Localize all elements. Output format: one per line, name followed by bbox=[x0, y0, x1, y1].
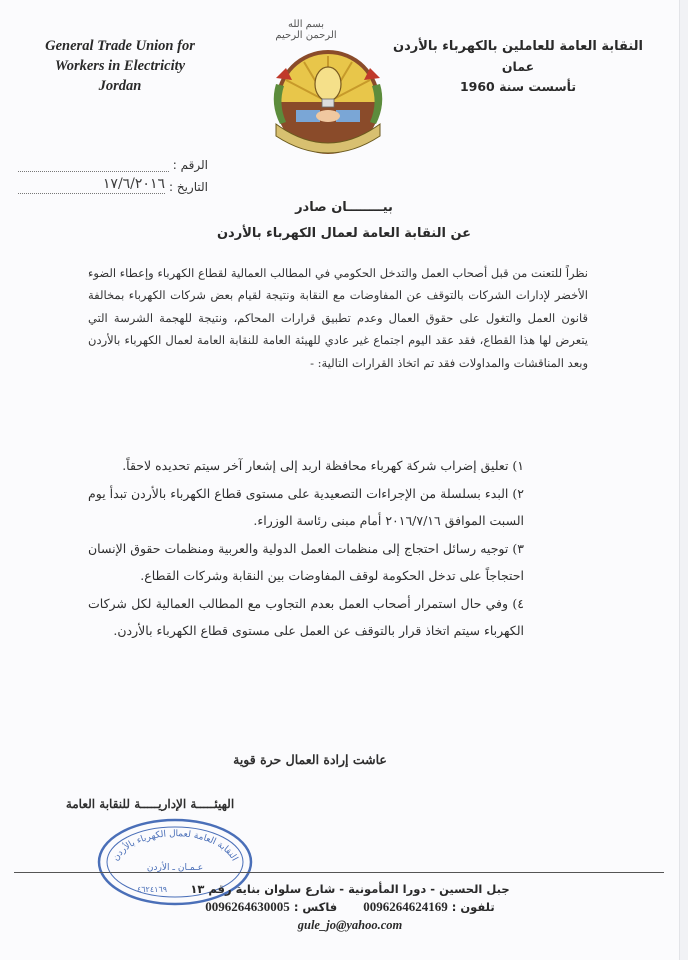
footer bbox=[120, 880, 580, 934]
arabic-letterhead-line-3: تأسست سنة 1960 bbox=[459, 79, 577, 94]
arabic-letterhead-line-1: النقابة العامة للعاملين بالكهرباء بالأردن bbox=[393, 39, 643, 54]
reference-number-row bbox=[18, 150, 208, 172]
footer-address: جبل الحسين - دورا المأمونية - شارع سلوان بناية رقم ١٣ bbox=[190, 882, 510, 896]
lightbulb-base bbox=[322, 99, 334, 107]
reference-number-value bbox=[18, 157, 169, 172]
basmala-calligraphy: بسم الله الرحمن الرحيم bbox=[275, 19, 337, 41]
page-edge bbox=[679, 0, 688, 960]
arabic-letterhead bbox=[388, 37, 648, 97]
decision-item-2: ٢) البدء بسلسلة من الإجراءات التصعيدية على مستوى قطاع الكهرباء بالأردن تبدأ يوم السبت الموافق ٢٠١٦/٧/١٦ أمام مبنى رئاسة الوزراء. bbox=[88, 486, 524, 528]
union-emblem-icon bbox=[266, 44, 390, 162]
stamp-phone-text: ٤٦٢٤١٦٩ bbox=[136, 885, 168, 894]
statement-intro-paragraph: نظراً للتعنت من قبل أصحاب العمل والتدخل الحكومي في المطالب العمالية لقطاع الكهرباء وإعطاء الضوء الأخضر لإدارات الشركات بالتوقف عن المفاوضات مع النقابة ونتيجة لقيام بعض شركات الكهرباء بمخالفة قانون العمل والتغول على حقوق العمال وعدم تطبيق قرارات المحاكم، ونتيجة للهجمة الشرسة التي يتعرض لها هذا القطاع، فقد عقد اليوم اجتماع غير عادي للهيئة العامة للنقابة العامة لعمال الكهرباء بالأردن وبعد المناقشات والمداولات فقد تم اتخاذ القرارات التالية: - bbox=[88, 266, 588, 370]
statement-title: بيــــــــان صادر bbox=[295, 200, 393, 215]
stamp-top-text: النقابة العامة لعمال الكهرباء بالأردن bbox=[110, 829, 240, 863]
decision-item-1: ١) تعليق إضراب شركة كهرباء محافظة اربد إلى إشعار آخر سيتم تحديده لاحقاً. bbox=[122, 458, 524, 473]
english-letterhead-line-3: Jordan bbox=[98, 78, 142, 94]
decision-item-3: ٣) توجيه رسائل احتجاج إلى منظمات العمل الدولية والعربية ومنظمات حقوق الإنسان احتجاجاً على تدخل الحكومة لوقف المفاوضات بين النقابة وشركات القطاع. bbox=[88, 541, 524, 583]
reference-number-label: الرقم : bbox=[172, 158, 208, 172]
closing-slogan: عاشت إرادة العمال حرة قوية bbox=[233, 752, 387, 767]
signature-line: الهيئـــــة الإداريـــــة للنقابة العامة bbox=[65, 797, 235, 811]
english-letterhead-line-2: Workers in Electricity bbox=[54, 58, 186, 74]
footer-phone: 0096264624169 bbox=[363, 899, 448, 914]
footer-fax: 0096264630005 bbox=[205, 899, 290, 914]
english-letterhead-line-1: General Trade Union for bbox=[45, 38, 195, 54]
decision-item-4: ٤) وفي حال استمرار أصحاب العمل بعدم التجاوب مع المطالب العمالية لكل شركات الكهرباء سيتم اتخاذ قرار بالتوقف عن العمل على مستوى قطاع الكهرباء بالأردن. bbox=[88, 596, 524, 638]
reference-date-row bbox=[18, 172, 208, 194]
stamp-middle-text: عـمـان ـ الأردن bbox=[146, 863, 204, 873]
arabic-letterhead-line-2: عمان bbox=[501, 59, 535, 74]
footer-phone-label: تلفون : bbox=[451, 900, 495, 914]
reference-date-label: التاريخ : bbox=[168, 180, 208, 194]
footer-fax-label: فاكس : bbox=[293, 900, 338, 914]
decisions-list bbox=[88, 452, 524, 645]
footer-contact bbox=[120, 898, 580, 916]
reference-date-value: ١٧/٦/٢٠١٦ bbox=[18, 175, 165, 194]
footer-divider bbox=[14, 872, 664, 873]
statement-subtitle: عن النقابة العامة لعمال الكهرباء بالأردن bbox=[216, 226, 472, 241]
footer-email: gule_jo@yahoo.com bbox=[297, 918, 403, 932]
reference-block bbox=[18, 150, 208, 194]
lightbulb-icon bbox=[315, 67, 341, 101]
english-letterhead bbox=[30, 36, 210, 96]
handshake-icon bbox=[316, 110, 340, 122]
